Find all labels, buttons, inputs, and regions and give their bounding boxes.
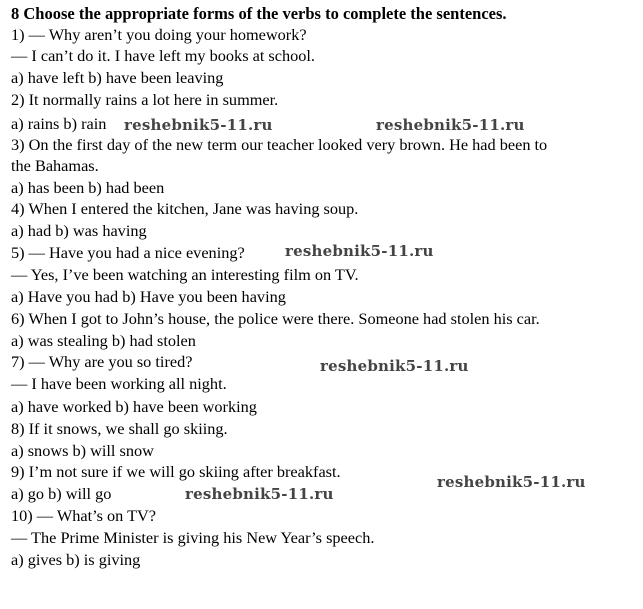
- question-7-prompt: 7) — Why are you so tired?: [11, 352, 193, 371]
- question-2-options: a) rains b) rain: [11, 114, 107, 133]
- question-5-options: a) Have you had b) Have you been having: [11, 287, 286, 306]
- question-7-options: a) have worked b) have been working: [11, 397, 257, 416]
- watermark-text: reshebnik5-11.ru: [437, 473, 586, 491]
- question-7-reply: — I have been working all night.: [11, 374, 227, 393]
- question-5-prompt: 5) — Have you had a nice evening?: [11, 243, 245, 262]
- watermark-text: reshebnik5-11.ru: [124, 116, 273, 134]
- question-1-reply: — I can’t do it. I have left my books at school.: [11, 46, 316, 65]
- question-10-options: a) gives b) is giving: [11, 550, 141, 569]
- question-3-sentence: 3) On the first day of the new term our teacher looked very brown. He had been to: [11, 135, 548, 154]
- question-10-reply: — The Prime Minister is giving his New Year’s speech.: [11, 528, 375, 547]
- watermark-text: reshebnik5-11.ru: [285, 242, 434, 260]
- watermark-text: reshebnik5-11.ru: [376, 116, 525, 134]
- question-6-sentence: 6) When I got to John’s house, the police were there. Someone had stolen his car.: [11, 309, 540, 328]
- question-1-options: a) have left b) have been leaving: [11, 68, 224, 87]
- watermark-text: reshebnik5-11.ru: [185, 485, 334, 503]
- question-2-sentence: 2) It normally rains a lot here in summer.: [11, 90, 279, 109]
- question-4-sentence: 4) When I entered the kitchen, Jane was having soup.: [11, 199, 359, 218]
- question-4-options: a) had b) was having: [11, 221, 147, 240]
- question-3-options: a) has been b) had been: [11, 178, 165, 197]
- question-1-prompt: 1) — Why aren’t you doing your homework?: [11, 25, 307, 44]
- exercise-heading: 8 Choose the appropriate forms of the verbs to complete the sentences.: [11, 4, 507, 23]
- question-10-prompt: 10) — What’s on TV?: [11, 506, 157, 525]
- question-8-sentence: 8) If it snows, we shall go skiing.: [11, 419, 228, 438]
- question-5-reply: — Yes, I’ve been watching an interesting film on TV.: [11, 265, 359, 284]
- question-9-options: a) go b) will go: [11, 484, 112, 503]
- question-9-sentence: 9) I’m not sure if we will go skiing after breakfast.: [11, 462, 341, 481]
- watermark-text: reshebnik5-11.ru: [320, 357, 469, 375]
- question-8-options: a) snows b) will snow: [11, 441, 154, 460]
- question-6-options: a) was stealing b) had stolen: [11, 331, 196, 350]
- question-3-sentence-cont: the Bahamas.: [11, 156, 99, 175]
